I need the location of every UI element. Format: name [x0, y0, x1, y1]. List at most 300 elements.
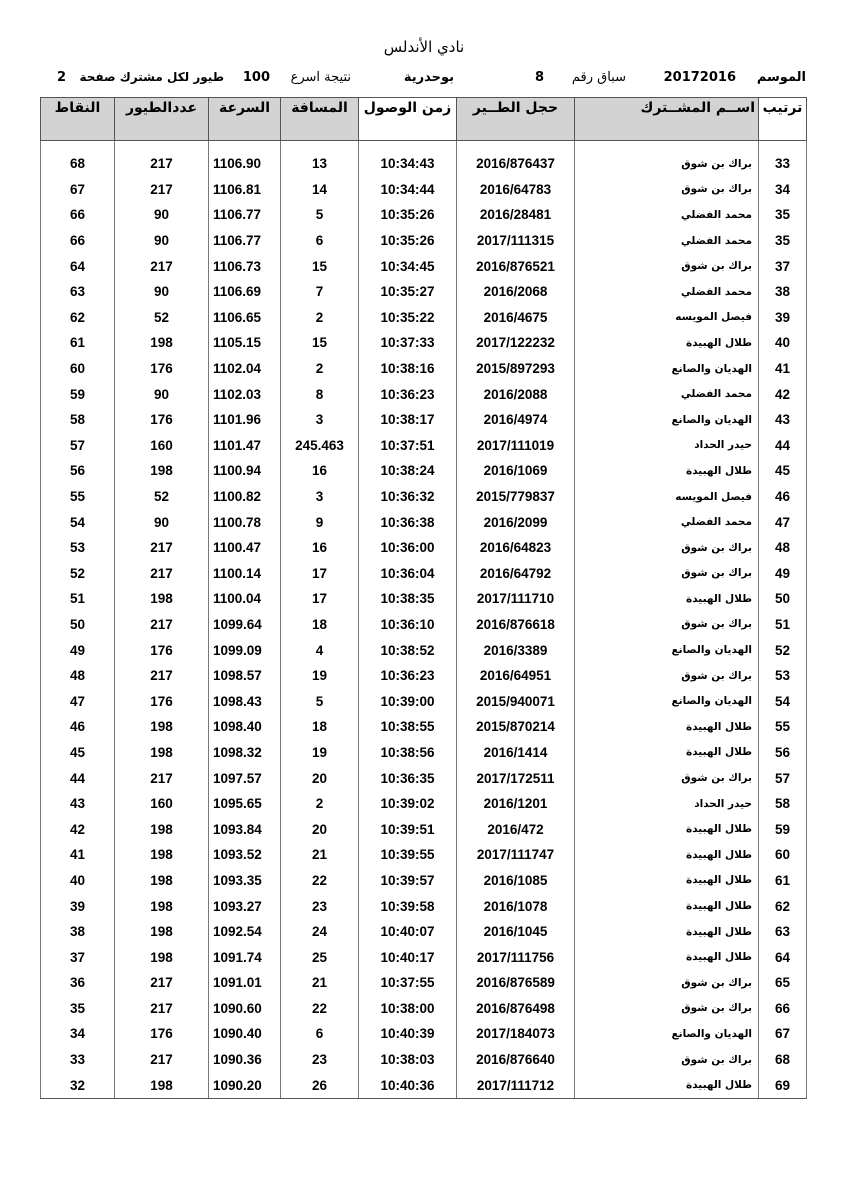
race-number-value: 8 [534, 70, 544, 85]
row-speed: 1095.65 [209, 791, 281, 817]
row-participant: براك بن شوق [575, 151, 759, 177]
table-row [41, 407, 807, 433]
row-points: 40 [41, 868, 115, 894]
table-row [41, 433, 807, 459]
row-birds: 198 [115, 586, 209, 612]
row-participant: براك بن شوق [575, 970, 759, 996]
row-points: 68 [41, 151, 115, 177]
row-distance: 22 [281, 868, 359, 894]
row-points: 57 [41, 433, 115, 459]
row-birds: 217 [115, 612, 209, 638]
row-points: 61 [41, 330, 115, 356]
page-number: 2 [56, 70, 66, 85]
row-ring: 2016/876521 [457, 253, 575, 279]
row-birds: 217 [115, 970, 209, 996]
row-arrival-time: 10:34:45 [359, 253, 457, 279]
row-points: 48 [41, 663, 115, 689]
row-birds: 217 [115, 253, 209, 279]
row-rank: 57 [759, 765, 807, 791]
row-arrival-time: 10:36:23 [359, 381, 457, 407]
results-body [41, 141, 807, 1099]
row-points: 49 [41, 637, 115, 663]
row-birds: 176 [115, 637, 209, 663]
fastest-result-label: نتيجة اسرع [290, 70, 351, 85]
row-birds: 90 [115, 202, 209, 228]
row-participant: براك بن شوق [575, 561, 759, 587]
row-speed: 1106.69 [209, 279, 281, 305]
row-ring: 2017/111019 [457, 433, 575, 459]
row-ring: 2016/4974 [457, 407, 575, 433]
row-ring: 2015/779837 [457, 484, 575, 510]
row-arrival-time: 10:36:23 [359, 663, 457, 689]
season-value: 20172016 [663, 70, 736, 85]
row-participant: الهديان والصانع [575, 1021, 759, 1047]
row-participant: محمد الفضلي [575, 509, 759, 535]
row-ring: 2017/184073 [457, 1021, 575, 1047]
row-speed: 1090.40 [209, 1021, 281, 1047]
row-birds: 198 [115, 1072, 209, 1098]
row-ring: 2016/1201 [457, 791, 575, 817]
row-points: 41 [41, 842, 115, 868]
row-ring: 2016/876498 [457, 996, 575, 1022]
row-distance: 8 [281, 381, 359, 407]
row-birds: 90 [115, 509, 209, 535]
row-rank: 66 [759, 996, 807, 1022]
row-birds: 52 [115, 305, 209, 331]
row-distance: 2 [281, 791, 359, 817]
row-rank: 43 [759, 407, 807, 433]
row-participant: طلال الهبيدة [575, 586, 759, 612]
row-speed: 1097.57 [209, 765, 281, 791]
row-points: 66 [41, 228, 115, 254]
table-row [41, 663, 807, 689]
table-row [41, 509, 807, 535]
row-arrival-time: 10:38:56 [359, 740, 457, 766]
row-participant: حيدر الحداد [575, 791, 759, 817]
row-points: 46 [41, 714, 115, 740]
row-participant: حيدر الحداد [575, 433, 759, 459]
row-participant: براك بن شوق [575, 177, 759, 203]
row-ring: 2016/876589 [457, 970, 575, 996]
row-participant: براك بن شوق [575, 535, 759, 561]
row-points: 52 [41, 561, 115, 587]
row-rank: 39 [759, 305, 807, 331]
row-distance: 3 [281, 407, 359, 433]
row-distance: 16 [281, 458, 359, 484]
row-arrival-time: 10:38:52 [359, 637, 457, 663]
row-distance: 13 [281, 151, 359, 177]
row-rank: 37 [759, 253, 807, 279]
table-header-row [41, 98, 807, 141]
row-participant: الهديان والصانع [575, 356, 759, 382]
row-participant: محمد الفضلي [575, 228, 759, 254]
row-participant: الهديان والصانع [575, 407, 759, 433]
table-row [41, 996, 807, 1022]
row-points: 38 [41, 919, 115, 945]
row-rank: 52 [759, 637, 807, 663]
row-distance: 21 [281, 970, 359, 996]
row-distance: 245.463 [281, 433, 359, 459]
row-rank: 48 [759, 535, 807, 561]
row-speed: 1092.54 [209, 919, 281, 945]
row-ring: 2017/172511 [457, 765, 575, 791]
row-participant: طلال الهبيدة [575, 842, 759, 868]
row-ring: 2016/2099 [457, 509, 575, 535]
row-arrival-time: 10:34:44 [359, 177, 457, 203]
row-rank: 35 [759, 202, 807, 228]
row-speed: 1100.14 [209, 561, 281, 587]
row-ring: 2015/870214 [457, 714, 575, 740]
row-rank: 61 [759, 868, 807, 894]
row-speed: 1098.40 [209, 714, 281, 740]
row-birds: 160 [115, 791, 209, 817]
row-participant: طلال الهبيدة [575, 868, 759, 894]
row-ring: 2016/2068 [457, 279, 575, 305]
table-row [41, 637, 807, 663]
table-row [41, 612, 807, 638]
row-speed: 1102.03 [209, 381, 281, 407]
row-arrival-time: 10:40:39 [359, 1021, 457, 1047]
row-rank: 60 [759, 842, 807, 868]
row-participant: طلال الهبيدة [575, 330, 759, 356]
row-points: 42 [41, 816, 115, 842]
row-distance: 18 [281, 714, 359, 740]
row-arrival-time: 10:35:26 [359, 202, 457, 228]
row-arrival-time: 10:38:17 [359, 407, 457, 433]
row-rank: 41 [759, 356, 807, 382]
row-distance: 9 [281, 509, 359, 535]
row-points: 34 [41, 1021, 115, 1047]
row-rank: 63 [759, 919, 807, 945]
row-ring: 2017/111756 [457, 944, 575, 970]
row-distance: 20 [281, 816, 359, 842]
row-ring: 2017/122232 [457, 330, 575, 356]
table-row [41, 305, 807, 331]
row-participant: طلال الهبيدة [575, 1072, 759, 1098]
table-row [41, 484, 807, 510]
row-arrival-time: 10:37:33 [359, 330, 457, 356]
race-number-label: سباق رقم [571, 70, 626, 85]
row-rank: 47 [759, 509, 807, 535]
row-birds: 176 [115, 356, 209, 382]
row-points: 44 [41, 765, 115, 791]
row-birds: 198 [115, 816, 209, 842]
row-rank: 45 [759, 458, 807, 484]
row-points: 66 [41, 202, 115, 228]
row-rank: 34 [759, 177, 807, 203]
row-rank: 49 [759, 561, 807, 587]
row-speed: 1093.84 [209, 816, 281, 842]
table-row [41, 177, 807, 203]
row-participant: محمد الفضلي [575, 381, 759, 407]
row-speed: 1091.74 [209, 944, 281, 970]
row-birds: 198 [115, 919, 209, 945]
row-arrival-time: 10:40:36 [359, 1072, 457, 1098]
row-birds: 217 [115, 996, 209, 1022]
row-participant: طلال الهبيدة [575, 740, 759, 766]
table-row [41, 765, 807, 791]
row-birds: 176 [115, 688, 209, 714]
table-row [41, 279, 807, 305]
row-points: 51 [41, 586, 115, 612]
row-arrival-time: 10:39:57 [359, 868, 457, 894]
row-birds: 217 [115, 765, 209, 791]
row-points: 45 [41, 740, 115, 766]
row-points: 33 [41, 1047, 115, 1073]
row-speed: 1093.35 [209, 868, 281, 894]
row-arrival-time: 10:39:00 [359, 688, 457, 714]
table-row [41, 330, 807, 356]
per-member-label: طيور لكل مشترك صفحة [79, 70, 224, 84]
row-arrival-time: 10:37:55 [359, 970, 457, 996]
row-participant: براك بن شوق [575, 996, 759, 1022]
row-rank: 62 [759, 893, 807, 919]
row-participant: طلال الهبيدة [575, 816, 759, 842]
row-speed: 1090.60 [209, 996, 281, 1022]
row-ring: 2016/876618 [457, 612, 575, 638]
header-arrival-time: زمن الوصول [359, 98, 457, 141]
row-points: 54 [41, 509, 115, 535]
table-row [41, 586, 807, 612]
table-row [41, 816, 807, 842]
row-arrival-time: 10:40:17 [359, 944, 457, 970]
row-birds: 217 [115, 561, 209, 587]
row-rank: 38 [759, 279, 807, 305]
row-speed: 1090.20 [209, 1072, 281, 1098]
row-rank: 55 [759, 714, 807, 740]
row-ring: 2017/111712 [457, 1072, 575, 1098]
row-rank: 40 [759, 330, 807, 356]
row-ring: 2016/876437 [457, 151, 575, 177]
table-row [41, 535, 807, 561]
row-arrival-time: 10:36:35 [359, 765, 457, 791]
row-ring: 2016/1085 [457, 868, 575, 894]
header-ring: حجل الطــير [457, 98, 575, 141]
row-participant: براك بن شوق [575, 612, 759, 638]
row-ring: 2016/64792 [457, 561, 575, 587]
row-participant: براك بن شوق [575, 253, 759, 279]
row-rank: 68 [759, 1047, 807, 1073]
row-speed: 1101.47 [209, 433, 281, 459]
row-ring: 2016/1045 [457, 919, 575, 945]
row-distance: 6 [281, 1021, 359, 1047]
row-participant: طلال الهبيدة [575, 893, 759, 919]
row-rank: 46 [759, 484, 807, 510]
row-participant: محمد الفضلي [575, 279, 759, 305]
row-birds: 198 [115, 458, 209, 484]
row-distance: 17 [281, 561, 359, 587]
row-participant: طلال الهبيدة [575, 919, 759, 945]
season-label: الموسم [756, 70, 806, 85]
row-participant: براك بن شوق [575, 1047, 759, 1073]
row-distance: 23 [281, 893, 359, 919]
table-row [41, 919, 807, 945]
row-speed: 1099.09 [209, 637, 281, 663]
table-row [41, 253, 807, 279]
row-ring: 2017/111710 [457, 586, 575, 612]
row-points: 32 [41, 1072, 115, 1098]
row-ring: 2016/876640 [457, 1047, 575, 1073]
row-points: 50 [41, 612, 115, 638]
row-rank: 67 [759, 1021, 807, 1047]
table-row [41, 688, 807, 714]
row-birds: 198 [115, 868, 209, 894]
row-points: 60 [41, 356, 115, 382]
row-arrival-time: 10:35:26 [359, 228, 457, 254]
row-distance: 14 [281, 177, 359, 203]
row-arrival-time: 10:39:58 [359, 893, 457, 919]
row-arrival-time: 10:36:04 [359, 561, 457, 587]
table-row [41, 842, 807, 868]
row-birds: 160 [115, 433, 209, 459]
row-ring: 2016/3389 [457, 637, 575, 663]
table-row [41, 202, 807, 228]
row-speed: 1091.01 [209, 970, 281, 996]
table-row [41, 228, 807, 254]
row-speed: 1093.52 [209, 842, 281, 868]
row-rank: 33 [759, 151, 807, 177]
row-speed: 1100.47 [209, 535, 281, 561]
row-rank: 50 [759, 586, 807, 612]
row-speed: 1106.90 [209, 151, 281, 177]
row-speed: 1100.04 [209, 586, 281, 612]
row-birds: 198 [115, 893, 209, 919]
row-rank: 56 [759, 740, 807, 766]
row-participant: براك بن شوق [575, 765, 759, 791]
header-speed: السرعة [209, 98, 281, 141]
row-rank: 65 [759, 970, 807, 996]
row-birds: 198 [115, 740, 209, 766]
table-row [41, 944, 807, 970]
row-distance: 5 [281, 202, 359, 228]
table-row [41, 1047, 807, 1073]
row-speed: 1105.15 [209, 330, 281, 356]
row-arrival-time: 10:35:27 [359, 279, 457, 305]
row-distance: 23 [281, 1047, 359, 1073]
row-arrival-time: 10:35:22 [359, 305, 457, 331]
row-speed: 1093.27 [209, 893, 281, 919]
row-distance: 5 [281, 688, 359, 714]
row-distance: 2 [281, 305, 359, 331]
table-row [41, 970, 807, 996]
row-speed: 1098.32 [209, 740, 281, 766]
table-row [41, 1072, 807, 1098]
table-row [41, 893, 807, 919]
row-rank: 53 [759, 663, 807, 689]
row-distance: 17 [281, 586, 359, 612]
row-birds: 90 [115, 381, 209, 407]
row-birds: 52 [115, 484, 209, 510]
row-ring: 2016/1078 [457, 893, 575, 919]
row-ring: 2015/940071 [457, 688, 575, 714]
row-ring: 2016/64823 [457, 535, 575, 561]
row-points: 35 [41, 996, 115, 1022]
row-speed: 1106.77 [209, 228, 281, 254]
table-row [41, 1021, 807, 1047]
table-row [41, 714, 807, 740]
table-row [41, 740, 807, 766]
row-ring: 2016/472 [457, 816, 575, 842]
table-row [41, 381, 807, 407]
row-birds: 90 [115, 279, 209, 305]
row-distance: 21 [281, 842, 359, 868]
row-birds: 198 [115, 330, 209, 356]
row-distance: 7 [281, 279, 359, 305]
row-speed: 1106.77 [209, 202, 281, 228]
race-info-bar [40, 70, 806, 90]
row-points: 55 [41, 484, 115, 510]
row-distance: 18 [281, 612, 359, 638]
row-points: 36 [41, 970, 115, 996]
row-participant: محمد الفضلي [575, 202, 759, 228]
row-participant: طلال الهبيدة [575, 944, 759, 970]
row-distance: 20 [281, 765, 359, 791]
row-points: 47 [41, 688, 115, 714]
row-speed: 1099.64 [209, 612, 281, 638]
row-ring: 2016/64783 [457, 177, 575, 203]
row-points: 67 [41, 177, 115, 203]
row-arrival-time: 10:40:07 [359, 919, 457, 945]
row-points: 37 [41, 944, 115, 970]
row-participant: براك بن شوق [575, 663, 759, 689]
row-rank: 54 [759, 688, 807, 714]
table-row [41, 791, 807, 817]
row-ring: 2016/28481 [457, 202, 575, 228]
row-birds: 176 [115, 407, 209, 433]
row-distance: 2 [281, 356, 359, 382]
row-ring: 2016/1414 [457, 740, 575, 766]
row-rank: 51 [759, 612, 807, 638]
row-birds: 198 [115, 842, 209, 868]
row-arrival-time: 10:36:38 [359, 509, 457, 535]
row-distance: 19 [281, 663, 359, 689]
row-arrival-time: 10:38:16 [359, 356, 457, 382]
row-arrival-time: 10:39:55 [359, 842, 457, 868]
row-participant: طلال الهبيدة [575, 714, 759, 740]
row-speed: 1098.57 [209, 663, 281, 689]
row-rank: 42 [759, 381, 807, 407]
row-speed: 1100.94 [209, 458, 281, 484]
row-birds: 176 [115, 1021, 209, 1047]
row-points: 39 [41, 893, 115, 919]
row-points: 53 [41, 535, 115, 561]
row-ring: 2015/897293 [457, 356, 575, 382]
row-distance: 15 [281, 330, 359, 356]
row-participant: طلال الهبيدة [575, 458, 759, 484]
row-distance: 24 [281, 919, 359, 945]
row-speed: 1102.04 [209, 356, 281, 382]
row-birds: 217 [115, 663, 209, 689]
row-points: 62 [41, 305, 115, 331]
row-participant: الهديان والصانع [575, 688, 759, 714]
row-distance: 15 [281, 253, 359, 279]
row-distance: 22 [281, 996, 359, 1022]
row-speed: 1106.65 [209, 305, 281, 331]
header-rank: ترتيب [759, 98, 807, 141]
row-ring: 2016/2088 [457, 381, 575, 407]
row-arrival-time: 10:39:51 [359, 816, 457, 842]
table-row [41, 868, 807, 894]
fastest-count: 100 [242, 70, 270, 85]
row-speed: 1100.78 [209, 509, 281, 535]
row-ring: 2017/111747 [457, 842, 575, 868]
row-rank: 64 [759, 944, 807, 970]
row-arrival-time: 10:39:02 [359, 791, 457, 817]
row-speed: 1098.43 [209, 688, 281, 714]
table-row [41, 561, 807, 587]
row-ring: 2016/64951 [457, 663, 575, 689]
row-distance: 25 [281, 944, 359, 970]
